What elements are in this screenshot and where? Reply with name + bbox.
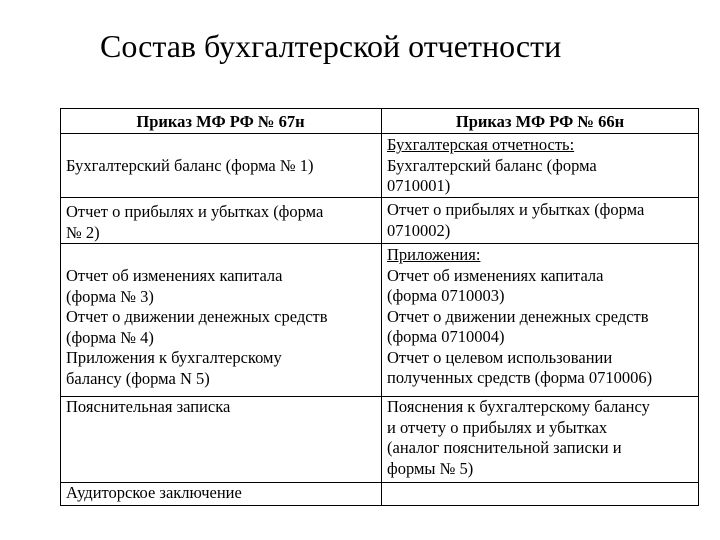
left-r2-line: Отчет о прибылях и убытках (форма	[66, 202, 324, 221]
left-r3-line: балансу (форма N 5)	[66, 368, 210, 388]
right-row1-rule	[381, 197, 699, 198]
right-r2-line: 0710002)	[387, 220, 451, 240]
left-row-explanatory-note	[60, 397, 381, 418]
left-r3-line: Отчет об изменениях капитала	[66, 266, 283, 285]
right-row-empty	[381, 483, 699, 505]
right-r3-line: (форма 0710004)	[387, 327, 505, 346]
header-order-67n-label: Приказ МФ РФ № 67н	[136, 112, 305, 131]
left-r3-line: (форма № 3)	[66, 286, 154, 306]
left-r4-line: Пояснительная записка	[66, 397, 231, 416]
right-row2-rule	[381, 243, 699, 244]
right-r3-line: (форма 0710003)	[387, 286, 505, 305]
header-order-66n	[381, 112, 699, 132]
header-bottom-rule	[60, 133, 699, 134]
left-row-audit-report	[60, 483, 381, 504]
left-r2-line: № 2)	[66, 222, 100, 242]
right-r4-line: формы № 5)	[387, 458, 474, 478]
header-order-67n	[60, 112, 381, 132]
left-row2-rule	[60, 243, 381, 244]
right-r1-line: Бухгалтерский баланс (форма	[387, 155, 597, 175]
right-r4-line: и отчету о прибылях и убытках	[387, 417, 608, 437]
left-r3-line: Приложения к бухгалтерскому	[66, 348, 282, 367]
right-r3-line: полученных средств (форма 0710006)	[387, 368, 653, 387]
header-order-66n-label: Приказ МФ РФ № 66н	[455, 112, 625, 131]
left-r3-line: Отчет о движении денежных средств	[66, 307, 328, 326]
left-row1-rule	[60, 197, 381, 198]
right-r3-line: Отчет о целевом использовании	[387, 347, 613, 367]
right-row-profit-loss	[381, 200, 699, 241]
right-r1-line: 0710001)	[387, 176, 451, 195]
left-r3-line: (форма № 4)	[66, 327, 154, 347]
left-row-balance-sheet	[60, 156, 381, 177]
left-row-capital-cashflow-appendix	[60, 266, 381, 389]
slide-title: Состав бухгалтерской отчетности	[100, 28, 562, 64]
right-r3-line: Отчет об изменениях капитала	[387, 265, 604, 285]
right-r2-line: Отчет о прибылях и убытках (форма	[387, 200, 645, 219]
right-row-balance-sheet	[381, 135, 699, 197]
left-r1-line: Бухгалтерский баланс (форма № 1)	[66, 156, 314, 175]
left-row-profit-loss	[60, 202, 381, 243]
right-r3-heading: Приложения:	[387, 245, 481, 264]
right-row-explanations	[381, 397, 699, 479]
right-r4-line: Пояснения к бухгалтерскому балансу	[387, 397, 650, 416]
right-r3-line: Отчет о движении денежных средств	[387, 306, 649, 326]
right-r4-line: (аналог пояснительной записки и	[387, 438, 622, 457]
right-r1-heading: Бухгалтерская отчетность:	[387, 135, 575, 154]
left-r5-line: Аудиторское заключение	[66, 483, 242, 502]
right-row-appendices	[381, 245, 699, 389]
